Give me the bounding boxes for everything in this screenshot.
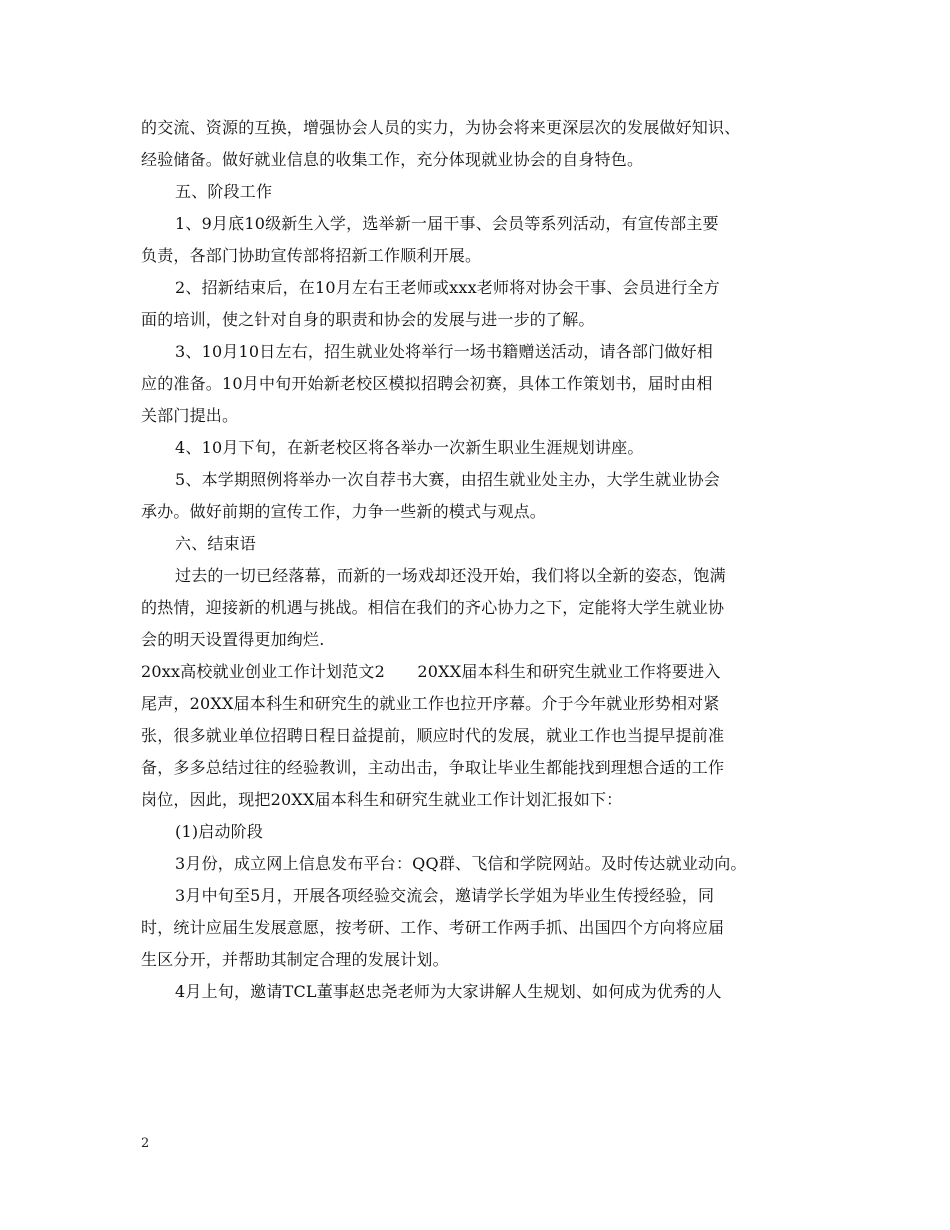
text-line: 过去的一切已经落幕，而新的一场戏却还没开始，我们将以全新的姿态，饱满 [175, 566, 726, 585]
text-line: 3月份，成立网上信息发布平台：QQ群、飞信和学院网站。及时传达就业动向。 [175, 854, 747, 873]
text-line: 生区分开，并帮助其制定合理的发展计划。 [141, 950, 449, 969]
text-line: 5、本学期照例将举办一次自荐书大赛，由招生就业处主办，大学生就业协会 [175, 470, 720, 489]
text-line: 2、招新结束后，在10月左右王老师或xxx老师将对协会干事、会员进行全方 [175, 278, 720, 297]
text-line: 岗位，因此，现把20XX届本科生和研究生就业工作计划汇报如下： [141, 790, 623, 809]
text-line: 尾声，20XX届本科生和研究生的就业工作也拉开序幕。介于今年就业形势相对紧 [141, 694, 720, 713]
page-number: 2 [141, 1136, 150, 1151]
text-line: 关部门提出。 [141, 406, 239, 425]
text-line: 经验储备。做好就业信息的收集工作，充分体现就业协会的自身特色。 [141, 150, 644, 169]
text-line: 的热情，迎接新的机遇与挑战。相信在我们的齐心协力之下，定能将大学生就业协 [141, 598, 725, 617]
text-line: 六、结束语 [175, 534, 257, 553]
text-line: 3、10月10日左右，招生就业处将举行一场书籍赠送活动，请各部门做好相 [175, 342, 713, 361]
text-line: 时，统计应届生发展意愿，按考研、工作、考研工作两手抓、出国四个方向将应届 [141, 918, 725, 937]
text-line: 应的准备。10月中旬开始新老校区模拟招聘会初赛，具体工作策划书，届时由相 [141, 374, 713, 393]
text-line: 的交流、资源的互换，增强协会人员的实力，为协会将来更深层次的发展做好知识、 [141, 118, 741, 137]
text-line: 会的明天设置得更加绚烂. [141, 630, 325, 649]
text-line: 4、10月下旬，在新老校区将各举办一次新生职业生涯规划讲座。 [175, 438, 644, 457]
text-line: 4月上旬，邀请TCL董事赵忠尧老师为大家讲解人生规划、如何成为优秀的人 [175, 982, 722, 1001]
text-line: 20xx高校就业创业工作计划范文2 20XX届本科生和研究生就业工作将要进入 [141, 662, 721, 681]
text-line: 面的培训，使之针对自身的职责和协会的发展与进一步的了解。 [141, 310, 595, 329]
text-line: 负责，各部门协助宣传部将招新工作顺利开展。 [141, 246, 482, 265]
text-line: (1)启动阶段 [175, 822, 264, 841]
text-line: 承办。做好前期的宣传工作，力争一些新的模式与观点。 [141, 502, 547, 521]
text-line: 1、9月底10级新生入学，选举新一届干事、会员等系列活动，有宣传部主要 [175, 214, 719, 233]
text-line: 五、阶段工作 [175, 182, 273, 201]
text-line: 3月中旬至5月，开展各项经验交流会，邀请学长学姐为毕业生传授经验，同 [175, 886, 715, 905]
text-line: 备，多多总结过往的经验教训，主动出击，争取让毕业生都能找到理想合适的工作 [141, 758, 725, 777]
text-line: 张，很多就业单位招聘日程日益提前，顺应时代的发展，就业工作也当提早提前准 [141, 726, 725, 745]
document-body [141, 112, 831, 1008]
